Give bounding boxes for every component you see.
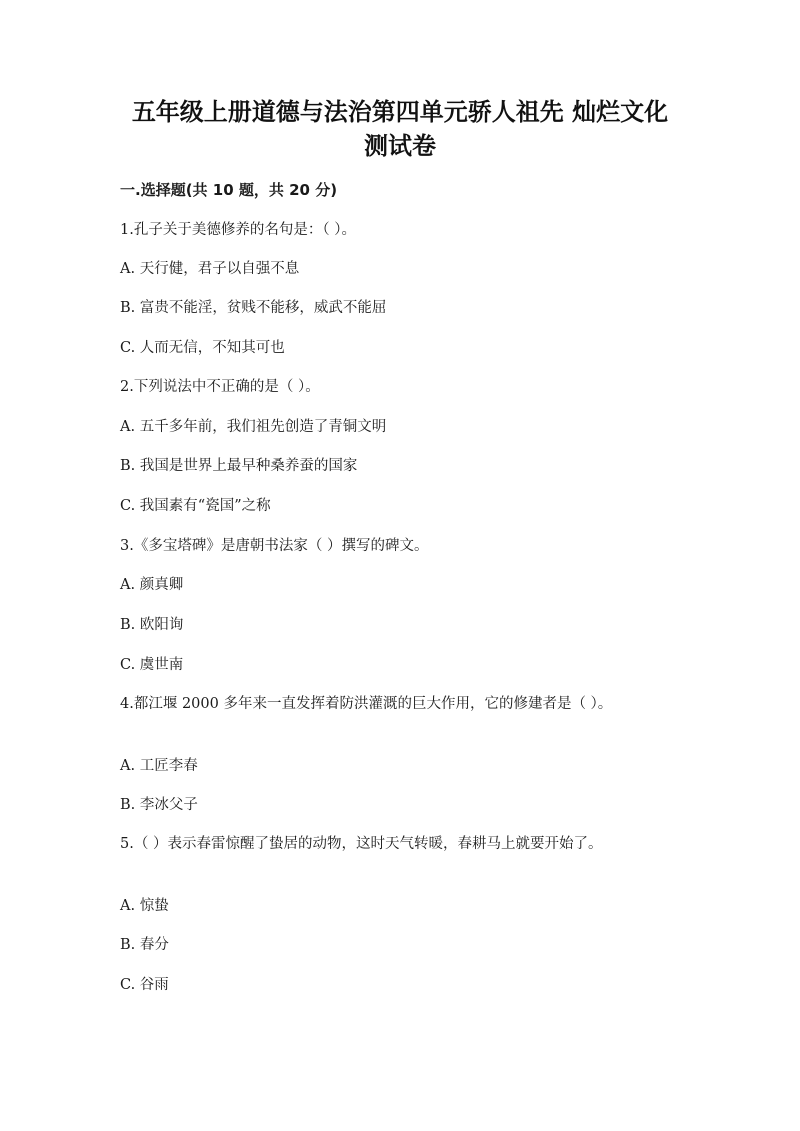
question-3-stem: 3.《多宝塔碑》是唐朝书法家（ ）撰写的碑文。 (120, 538, 429, 554)
question-1-option-c: C. 人而无信，不知其可也 (120, 340, 285, 356)
question-2-option-b: B. 我国是世界上最早种桑养蚕的国家 (120, 458, 358, 474)
question-4-option-a: A. 工匠李春 (120, 758, 198, 774)
question-3-option-b: B. 欧阳询 (120, 617, 184, 633)
page-title-line-2: 测试卷 (364, 132, 436, 160)
section-heading: 一.选择题(共 10 题，共 20 分) (120, 181, 338, 199)
question-4-option-b: B. 李冰父子 (120, 797, 198, 813)
question-2-option-c: C. 我国素有“瓷国”之称 (120, 498, 271, 514)
question-5-option-b: B. 春分 (120, 937, 169, 953)
question-1-option-b: B. 富贵不能淫，贫贱不能移，威武不能屈 (120, 300, 387, 316)
question-1-option-a: A. 天行健，君子以自强不息 (120, 261, 300, 277)
page-title: 五年级上册道德与法治第四单元骄人祖先 灿烂文化 (131, 98, 669, 126)
question-2-option-a: A. 五千多年前，我们祖先创造了青铜文明 (120, 419, 387, 435)
question-4-stem: 4.都江堰 2000 多年来一直发挥着防洪灌溉的巨大作用，它的修建者是（ ）。 (120, 696, 613, 712)
question-3-option-c: C. 虞世南 (120, 657, 184, 673)
question-2-stem: 2.下列说法中不正确的是（ ）。 (120, 379, 320, 395)
question-5-option-a: A. 惊蛰 (120, 898, 169, 914)
question-5-option-c: C. 谷雨 (120, 977, 169, 993)
question-5-stem: 5.（ ）表示春雷惊醒了蛰居的动物，这时天气转暖，春耕马上就要开始了。 (120, 836, 603, 852)
question-3-option-a: A. 颜真卿 (120, 577, 184, 593)
question-1-stem: 1.孔子关于美德修养的名句是：（ ）。 (120, 222, 356, 238)
